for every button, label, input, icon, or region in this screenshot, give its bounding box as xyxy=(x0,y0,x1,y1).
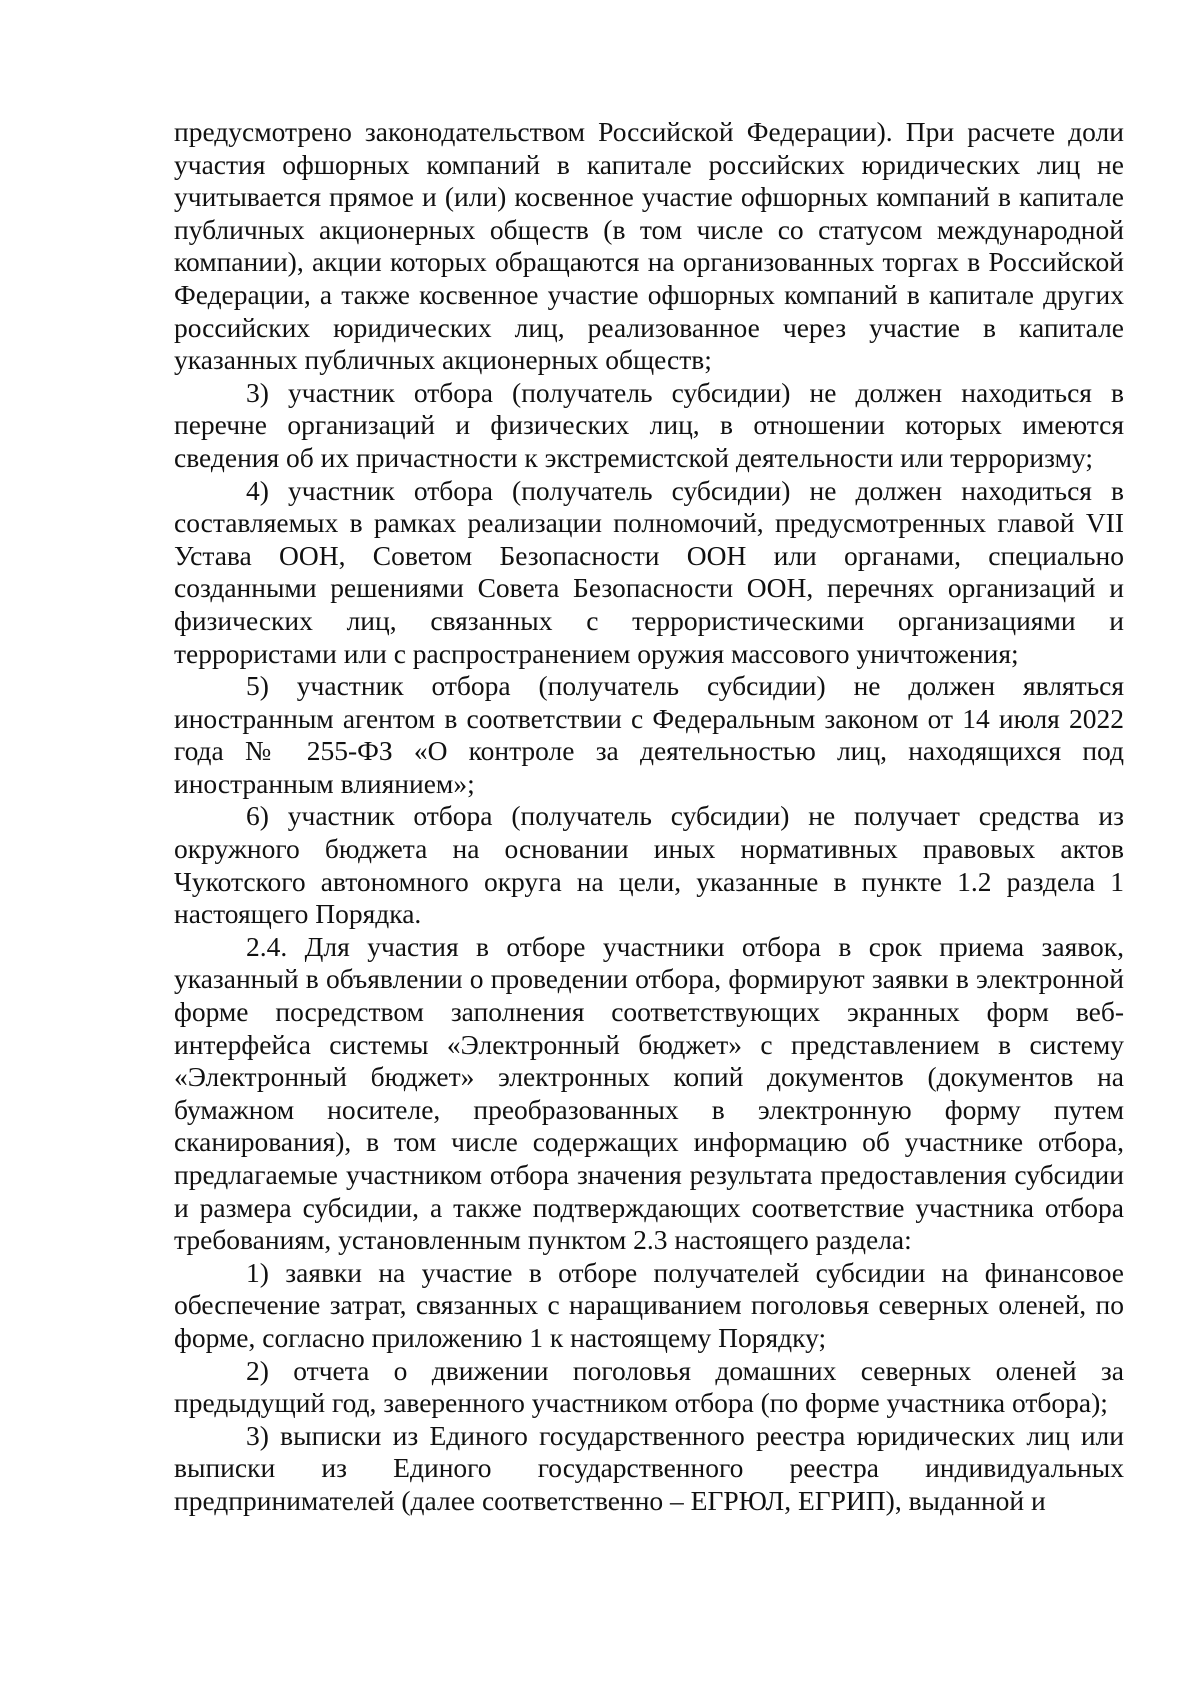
paragraph-item-3-extremism: 3) участник отбора (получатель субсидии) не должен находиться в перечне организаций и физических лиц, в отношении которых имеются сведения об их причастности к экстремистской деятельности или терроризму; xyxy=(174,376,1124,473)
paragraph-item-4-un-lists: 4) участник отбора (получатель субсидии) не должен находиться в составляемых в рамках реализации полномочий, предусмотренных главой VII Устава ООН, Советом Безопасности ООН или органами, специально созданными решениями Совета Безопасности ООН, перечнях организаций и физических лиц, связанных с террористическими организациями и террористами или с распространением оружия массового уничтожения; xyxy=(174,474,1124,669)
document-body xyxy=(174,116,1124,1518)
paragraph-section-2-4: 2.4. Для участия в отборе участники отбора в срок приема заявок, указанный в объявлении о проведении отбора, формируют заявки в электронной форме посредством заполнения соответствующих экранных форм веб-интерфейса системы «Электронный бюджет» с представлением в систему «Электронный бюджет» электронных копий документов (документов на бумажном носителе, преобразованных в электронную форму путем сканирования), в том числе содержащих информацию об участнике отбора, предлагаемые участником отбора значения результата предоставления субсидии и размера субсидии, а также подтверждающих соответствие участника отбора требованиям, установленным пунктом 2.3 настоящего раздела: xyxy=(174,930,1124,1256)
paragraph-doc-2-report: 2) отчета о движении поголовья домашних северных оленей за предыдущий год, заверенного участником отбора (по форме участника отбора); xyxy=(174,1354,1124,1419)
paragraph-doc-3-registry-extract: 3) выписки из Единого государственного реестра юридических лиц или выписки из Единого государственного реестра индивидуальных предпринимателей (далее соответственно – ЕГРЮЛ, ЕГРИП), выданной и xyxy=(174,1419,1124,1516)
paragraph-offshore-continuation: предусмотрено законодательством Российской Федерации). При расчете доли участия офшорных компаний в капитале российских юридических лиц не учитывается прямое и (или) косвенное участие офшорных компаний в капитале публичных акционерных обществ (в том числе со статусом международной компании), акции которых обращаются на организованных торгах в Российской Федерации, а также косвенное участие офшорных компаний в капитале других российских юридических лиц, реализованное через участие в капитале указанных публичных акционерных обществ; xyxy=(174,116,1124,376)
paragraph-doc-1-application: 1) заявки на участие в отборе получателей субсидии на финансовое обеспечение затрат, связанных с наращиванием поголовья северных оленей, по форме, согласно приложению 1 к настоящему Порядку; xyxy=(174,1256,1124,1353)
paragraph-item-6-budget-funds: 6) участник отбора (получатель субсидии) не получает средства из окружного бюджета на основании иных нормативных правовых актов Чукотского автономного округа на цели, указанные в пункте 1.2 раздела 1 настоящего Порядка. xyxy=(174,800,1124,930)
paragraph-item-5-foreign-agent: 5) участник отбора (получатель субсидии) не должен являться иностранным агентом в соответствии с Федеральным законом от 14 июля 2022 года № 255-ФЗ «О контроле за деятельностью лиц, находящихся под иностранным влиянием»; xyxy=(174,670,1124,799)
